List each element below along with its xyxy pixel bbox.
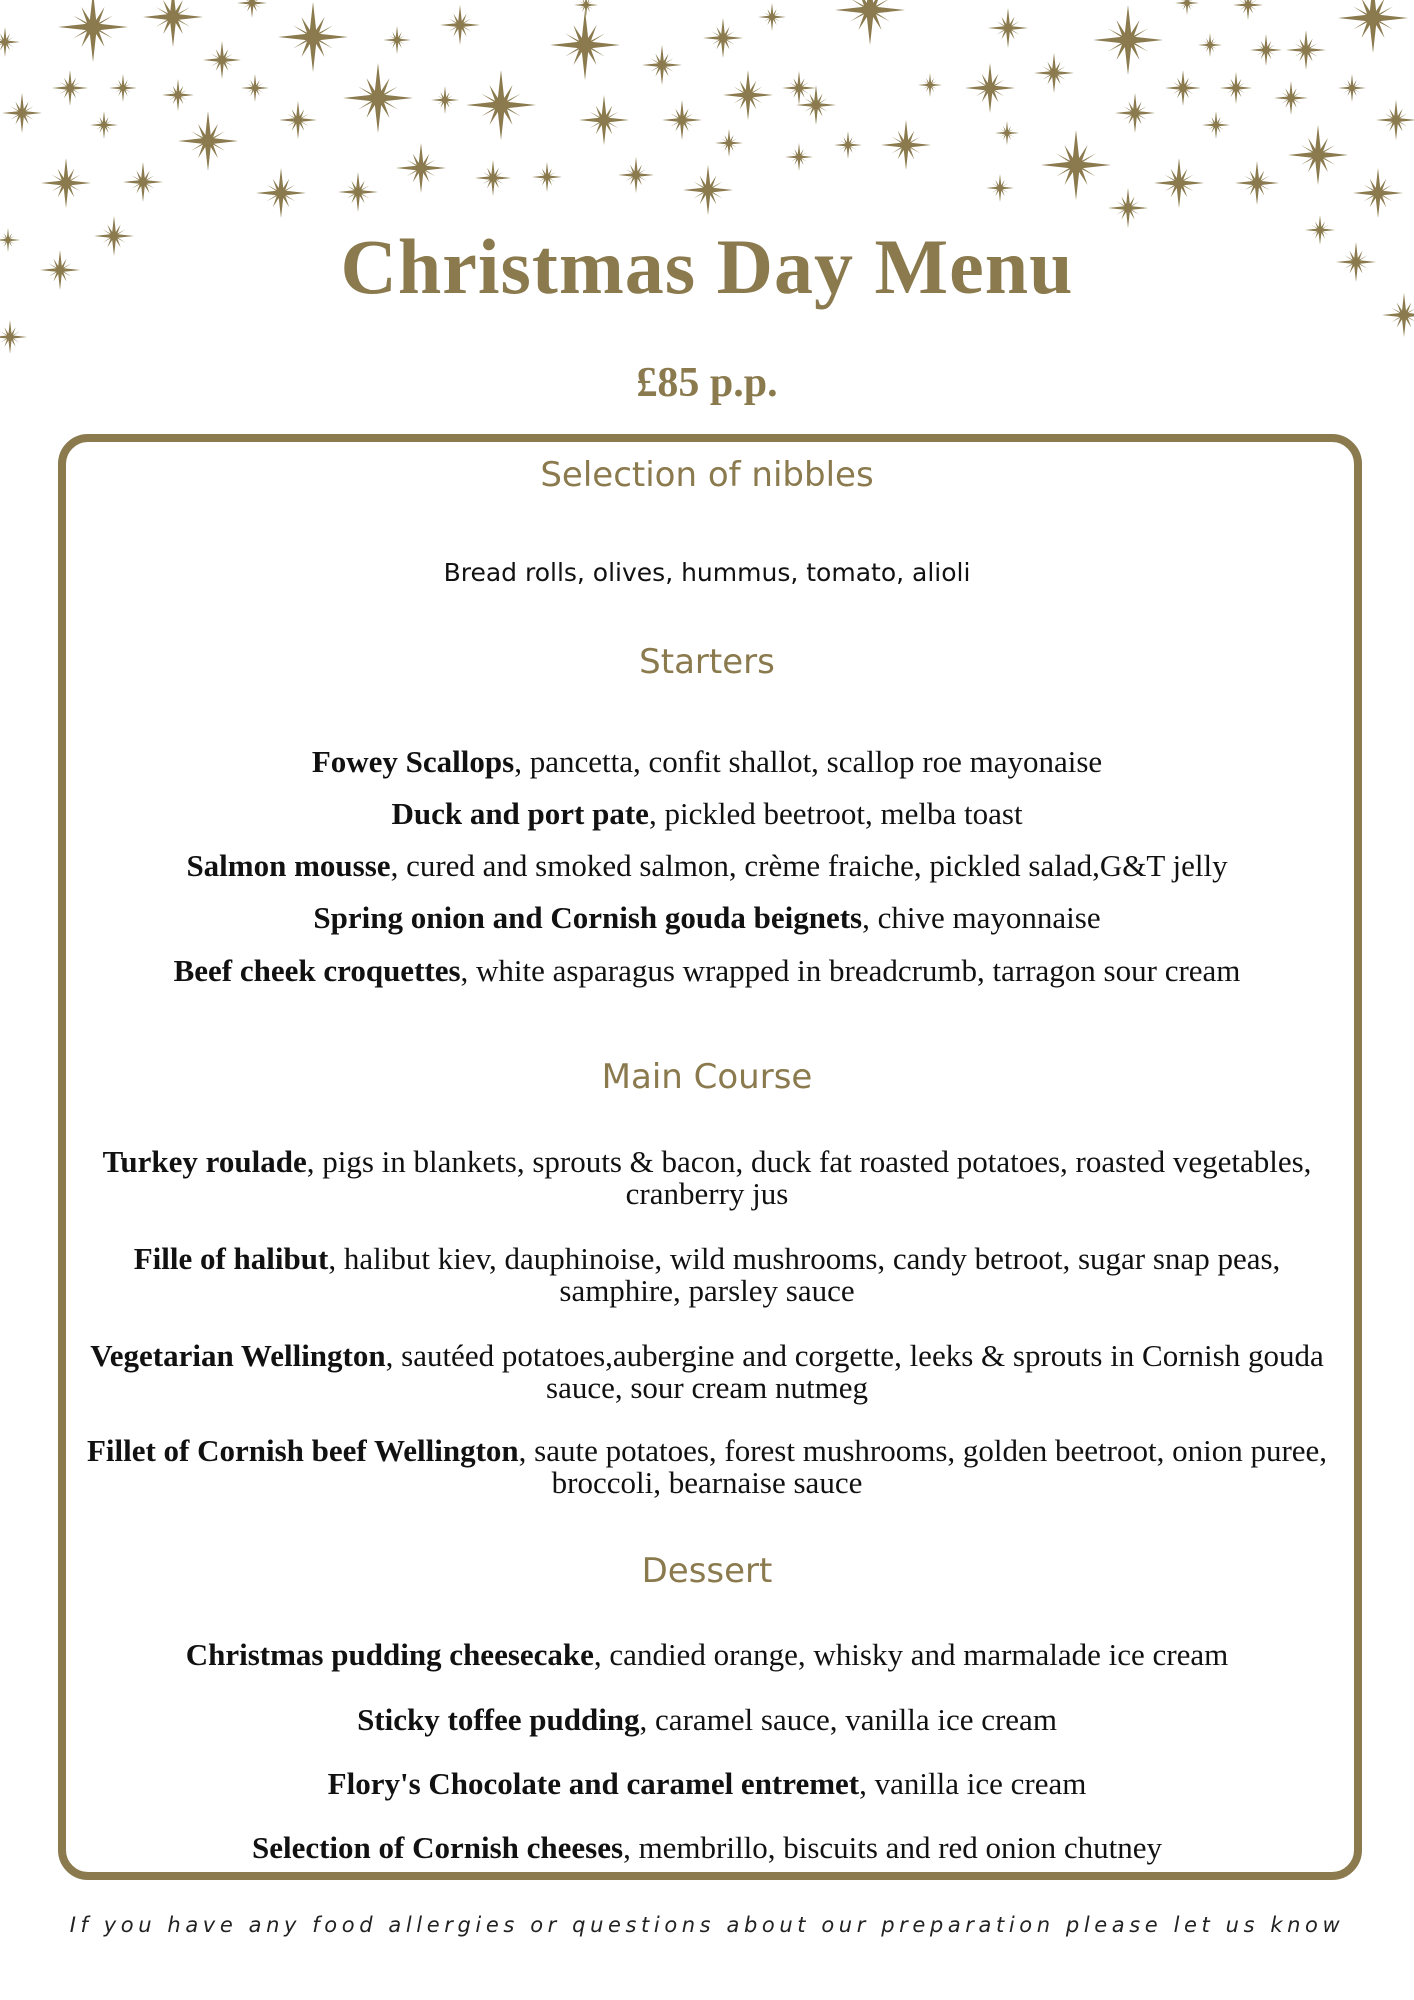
star-icon [1202, 111, 1230, 139]
star-icon [0, 27, 20, 57]
star-icon [396, 143, 446, 193]
dish-description: , sautéed potatoes,aubergine and corgette, leeks & sprouts in Cornish gouda sauce, sour cream nutmeg [385, 1338, 1324, 1405]
dish-name: Selection of Cornish cheeses [251, 1830, 624, 1865]
menu-item [80, 1704, 1334, 1736]
price-per-person: £85 p.p. [636, 360, 778, 406]
star-icon [1274, 81, 1308, 115]
star-icon [466, 70, 536, 140]
menu-item [80, 1768, 1334, 1800]
star-icon [881, 120, 931, 170]
star-icon [256, 168, 306, 218]
star-icon [1154, 158, 1204, 208]
dish-description: , pigs in blankets, sprouts & bacon, duck fat roasted potatoes, roasted vegetables, cranberry jus [306, 1144, 1312, 1211]
star-icon [662, 100, 702, 140]
menu-item [80, 746, 1334, 778]
star-icon [574, 0, 598, 17]
star-icon [123, 162, 163, 202]
star-icon [1093, 5, 1163, 75]
star-icon [1338, 74, 1366, 102]
star-icon [109, 74, 137, 102]
dish-description: , white asparagus wrapped in breadcrumb, tarragon sour cream [460, 953, 1241, 988]
star-icon [1286, 30, 1326, 70]
dish-name: Fillet of Cornish beef Wellington [86, 1433, 519, 1468]
dish-name: Spring onion and Cornish gouda beignets [313, 900, 863, 935]
star-icon [203, 41, 241, 79]
menu-item [80, 850, 1334, 882]
star-icon [579, 95, 629, 145]
dish-name: Beef cheek croquettes [173, 953, 461, 988]
star-icon [834, 131, 862, 159]
star-icon [338, 172, 378, 212]
star-icon [279, 101, 317, 139]
star-icon [1233, 0, 1263, 20]
star-icon [1353, 168, 1403, 218]
dish-description: , chive mayonnaise [862, 900, 1101, 935]
star-icon [683, 165, 733, 215]
star-icon [965, 63, 1015, 113]
dish-name: Fille of halibut [133, 1241, 329, 1276]
star-icon [1220, 72, 1252, 104]
star-icon [1041, 130, 1111, 200]
allergy-note: If you have any food allergies or questions about our preparation please let us know [69, 1913, 1345, 1937]
menu-item [80, 1340, 1334, 1404]
star-icon [918, 73, 942, 97]
heading-main-course: Main Course [601, 1057, 813, 1097]
star-icon [162, 79, 194, 111]
star-icon [1376, 100, 1414, 140]
menu-item [80, 1243, 1334, 1307]
star-icon [431, 86, 459, 114]
star-icon [1198, 33, 1222, 57]
star-icon [995, 121, 1019, 145]
star-icon [1165, 70, 1201, 106]
dish-name: Flory's Chocolate and caramel entremet [327, 1766, 860, 1801]
star-icon [143, 0, 203, 47]
star-icon [440, 5, 480, 45]
dish-name: Turkey roulade [102, 1144, 307, 1179]
dish-description: , membrillo, biscuits and red onion chutney [623, 1830, 1163, 1865]
menu-item [80, 1435, 1334, 1499]
star-icon [475, 160, 511, 196]
dish-name: Salmon mousse [186, 848, 391, 883]
star-icon [758, 3, 786, 31]
dish-description: , vanilla ice cream [859, 1766, 1087, 1801]
dish-name: Vegetarian Wellington [90, 1338, 386, 1373]
star-icon [723, 70, 773, 120]
dish-description: , pancetta, confit shallot, scallop roe mayonaise [514, 744, 1103, 779]
star-icon [1034, 53, 1074, 93]
menu-item [80, 902, 1334, 934]
star-icon [988, 8, 1028, 48]
star-icon [532, 162, 562, 192]
star-icon [1175, 0, 1199, 15]
star-icon [1108, 188, 1148, 228]
star-icon [1115, 93, 1155, 133]
star-icon [90, 111, 118, 139]
dish-description: , pickled beetroot, melba toast [648, 796, 1023, 831]
star-icon [715, 129, 743, 157]
star-icon [986, 174, 1014, 202]
dish-name: Sticky toffee pudding [357, 1702, 640, 1737]
star-icon [52, 70, 88, 106]
dish-name: Duck and port pate [391, 796, 649, 831]
star-icon [241, 74, 269, 102]
dish-description: , candied orange, whisky and marmalade ice cream [593, 1637, 1229, 1672]
star-icon [58, 0, 128, 62]
heading-starters: Starters [639, 642, 775, 682]
star-icon [343, 63, 413, 133]
star-icon [41, 158, 91, 208]
star-icon [782, 71, 816, 105]
dish-description: , caramel sauce, vanilla ice cream [639, 1702, 1057, 1737]
menu-item [80, 1146, 1334, 1210]
star-icon [1250, 34, 1282, 66]
star-icon [0, 320, 27, 354]
star-icon [703, 18, 743, 58]
heading-dessert: Dessert [641, 1551, 773, 1591]
star-icon [2, 93, 42, 133]
star-icon [278, 2, 348, 72]
star-icon [237, 0, 267, 18]
star-icon [1288, 125, 1348, 185]
dish-description: , saute potatoes, forest mushrooms, golden beetroot, onion puree, broccoli, bearnaise sauce [518, 1433, 1328, 1500]
heading-nibbles: Selection of nibbles [540, 455, 874, 495]
menu-item [80, 798, 1334, 830]
menu-item [80, 955, 1334, 987]
star-icon [835, 0, 905, 45]
star-icon [618, 157, 654, 193]
dish-description: , cured and smoked salmon, crème fraiche, pickled salad,G&T jelly [390, 848, 1228, 883]
dish-description: , halibut kiev, dauphinoise, wild mushrooms, candy betroot, sugar snap peas, samphire, parsley sauce [328, 1241, 1281, 1308]
page-title: Christmas Day Menu [340, 223, 1074, 310]
star-icon [1338, 0, 1408, 53]
star-icon [785, 143, 813, 171]
dish-name: Fowey Scallops [311, 744, 515, 779]
star-icon [1235, 161, 1279, 205]
star-icon [178, 111, 238, 171]
star-icon [383, 26, 411, 54]
menu-item [80, 1832, 1334, 1864]
nibbles-text: Bread rolls, olives, hummus, tomato, alioli [443, 558, 971, 587]
star-icon [642, 45, 682, 85]
star-icon [550, 10, 620, 80]
dish-name: Christmas pudding cheesecake [185, 1637, 594, 1672]
menu-item [80, 1639, 1334, 1671]
